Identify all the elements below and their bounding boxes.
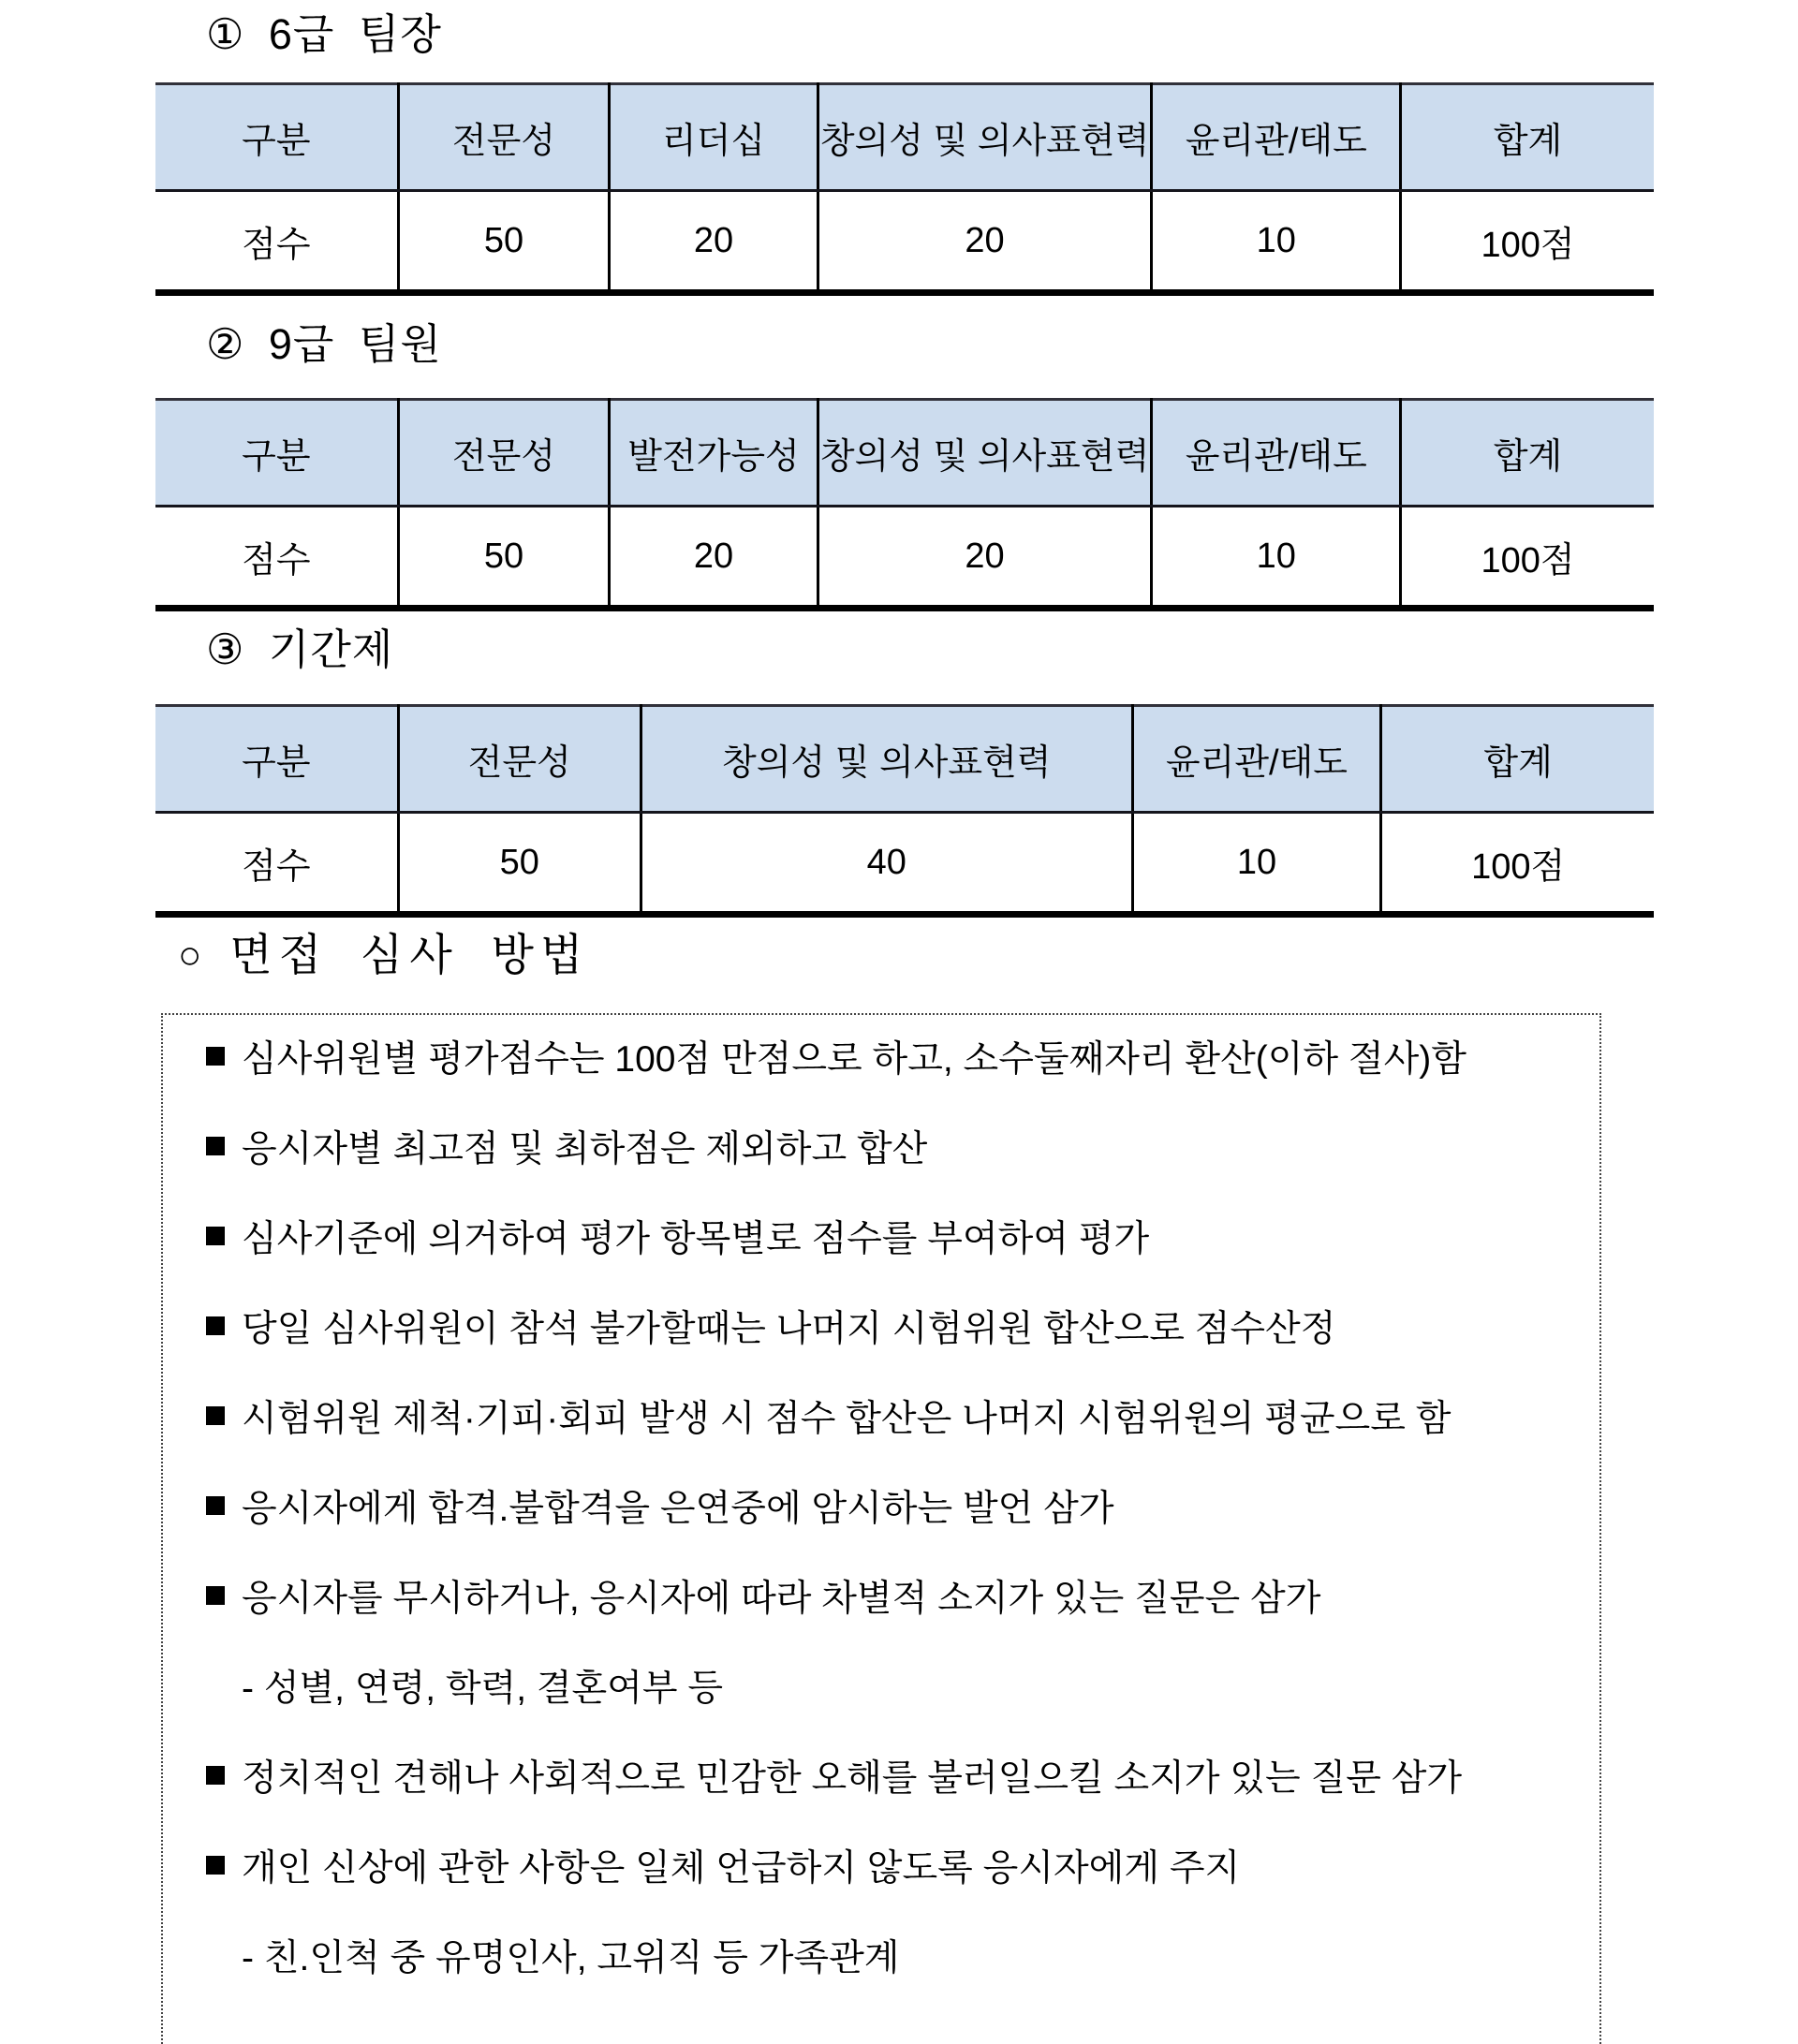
score-cell: 10 <box>1152 191 1401 293</box>
section-2-heading: ② 9급 팀원 <box>206 320 442 368</box>
header-cell-expertise: 전문성 <box>398 400 610 507</box>
score-cell: 20 <box>610 507 818 609</box>
grade9-score-table <box>155 398 1654 611</box>
method-item <box>193 1841 1575 1890</box>
method-item-text: 개인 신상에 관한 사항은 일체 언급하지 않도록 응시자에게 주지 <box>242 1848 1241 1889</box>
table-score-row <box>155 507 1654 609</box>
score-cell: 100점 <box>1401 507 1654 609</box>
header-cell-creativity: 창의성 및 의사표현력 <box>641 706 1132 813</box>
header-cell-category: 구분 <box>155 706 398 813</box>
score-cell: 50 <box>398 813 641 915</box>
header-cell-expertise: 전문성 <box>398 84 610 191</box>
header-cell-ethics: 윤리관/태도 <box>1152 400 1401 507</box>
row-label-cell: 점수 <box>155 191 398 293</box>
header-cell-total: 합계 <box>1401 84 1654 191</box>
table-header-row <box>155 706 1654 813</box>
header-cell-category: 구분 <box>155 400 398 507</box>
method-subitem <box>242 1931 1575 1979</box>
table-score-row <box>155 813 1654 915</box>
header-cell-expertise: 전문성 <box>398 706 641 813</box>
method-item-text: 심사기준에 의거하여 평가 항목별로 점수를 부여하여 평가 <box>242 1219 1150 1259</box>
circle-bullet-icon: ○ <box>178 934 202 978</box>
row-label-cell: 점수 <box>155 813 398 915</box>
method-item-text: 응시자에게 합격.불합격을 은연중에 암시하는 발언 삼가 <box>242 1489 1114 1529</box>
header-cell-total: 합계 <box>1381 706 1654 813</box>
header-cell-creativity: 창의성 및 의사표현력 <box>818 84 1152 191</box>
method-item <box>193 1032 1575 1081</box>
method-subitem <box>242 1661 1575 1710</box>
header-cell-category: 구분 <box>155 84 398 191</box>
score-cell: 50 <box>398 191 610 293</box>
header-cell-ethics: 윤리관/태도 <box>1152 84 1401 191</box>
method-subitem-text: - 성별, 연령, 학력, 결혼여부 등 <box>242 1669 724 1709</box>
square-bullet-icon <box>206 1766 225 1785</box>
method-heading-text: 면접 심사 방법 <box>229 932 590 980</box>
square-bullet-icon <box>206 1047 225 1066</box>
score-cell: 20 <box>610 191 818 293</box>
score-cell: 10 <box>1132 813 1381 915</box>
header-cell-leadership: 리더십 <box>610 84 818 191</box>
section-1-heading: ① 6급 팀장 <box>206 10 442 58</box>
header-cell-ethics: 윤리관/태도 <box>1132 706 1381 813</box>
method-item-text: 당일 심사위원이 참석 불가할때는 나머지 시험위원 합산으로 점수산정 <box>242 1309 1336 1349</box>
table-score-row <box>155 191 1654 293</box>
square-bullet-icon <box>206 1856 225 1875</box>
square-bullet-icon <box>206 1137 225 1155</box>
score-cell: 20 <box>818 507 1152 609</box>
grade6-score-table <box>155 82 1654 296</box>
score-cell: 100점 <box>1401 191 1654 293</box>
square-bullet-icon <box>206 1227 225 1245</box>
method-item-text: 시험위원 제척·기피·회피 발생 시 점수 합산은 나머지 시험위원의 평균으로 함 <box>242 1399 1452 1439</box>
score-cell: 40 <box>641 813 1132 915</box>
method-item-text: 응시자별 최고점 및 최하점은 제외하고 합산 <box>242 1129 928 1169</box>
method-section-heading <box>178 931 1798 981</box>
score-cell: 100점 <box>1381 813 1654 915</box>
score-cell: 20 <box>818 191 1152 293</box>
square-bullet-icon <box>206 1496 225 1515</box>
method-item <box>193 1391 1575 1440</box>
method-item-text: 심사위원별 평가점수는 100점 만점으로 하고, 소수둘째자리 환산(이하 절사)함 <box>242 1039 1466 1080</box>
fixedterm-score-table <box>155 704 1654 918</box>
method-item <box>193 1212 1575 1260</box>
method-box <box>161 1013 1601 2044</box>
square-bullet-icon <box>206 1316 225 1335</box>
row-label-cell: 점수 <box>155 507 398 609</box>
score-cell: 50 <box>398 507 610 609</box>
square-bullet-icon <box>206 1586 225 1605</box>
table-header-row <box>155 400 1654 507</box>
header-cell-total: 합계 <box>1401 400 1654 507</box>
method-item-text: 응시자를 무시하거나, 응시자에 따라 차별적 소지가 있는 질문은 삼가 <box>242 1579 1321 1619</box>
method-item <box>193 1481 1575 1530</box>
method-item <box>193 1571 1575 1620</box>
header-cell-potential: 발전가능성 <box>610 400 818 507</box>
method-subitem-text: - 친.인척 중 유명인사, 고위직 등 가족관계 <box>242 1938 900 1978</box>
method-item <box>193 1122 1575 1170</box>
header-cell-creativity: 창의성 및 의사표현력 <box>818 400 1152 507</box>
method-item <box>193 1301 1575 1350</box>
section-3-heading: ③ 기간제 <box>206 625 394 673</box>
method-item <box>193 1751 1575 1800</box>
method-item-text: 정치적인 견해나 사회적으로 민감한 오해를 불러일으킬 소지가 있는 질문 삼가 <box>242 1758 1463 1799</box>
table-header-row <box>155 84 1654 191</box>
score-cell: 10 <box>1152 507 1401 609</box>
square-bullet-icon <box>206 1406 225 1425</box>
